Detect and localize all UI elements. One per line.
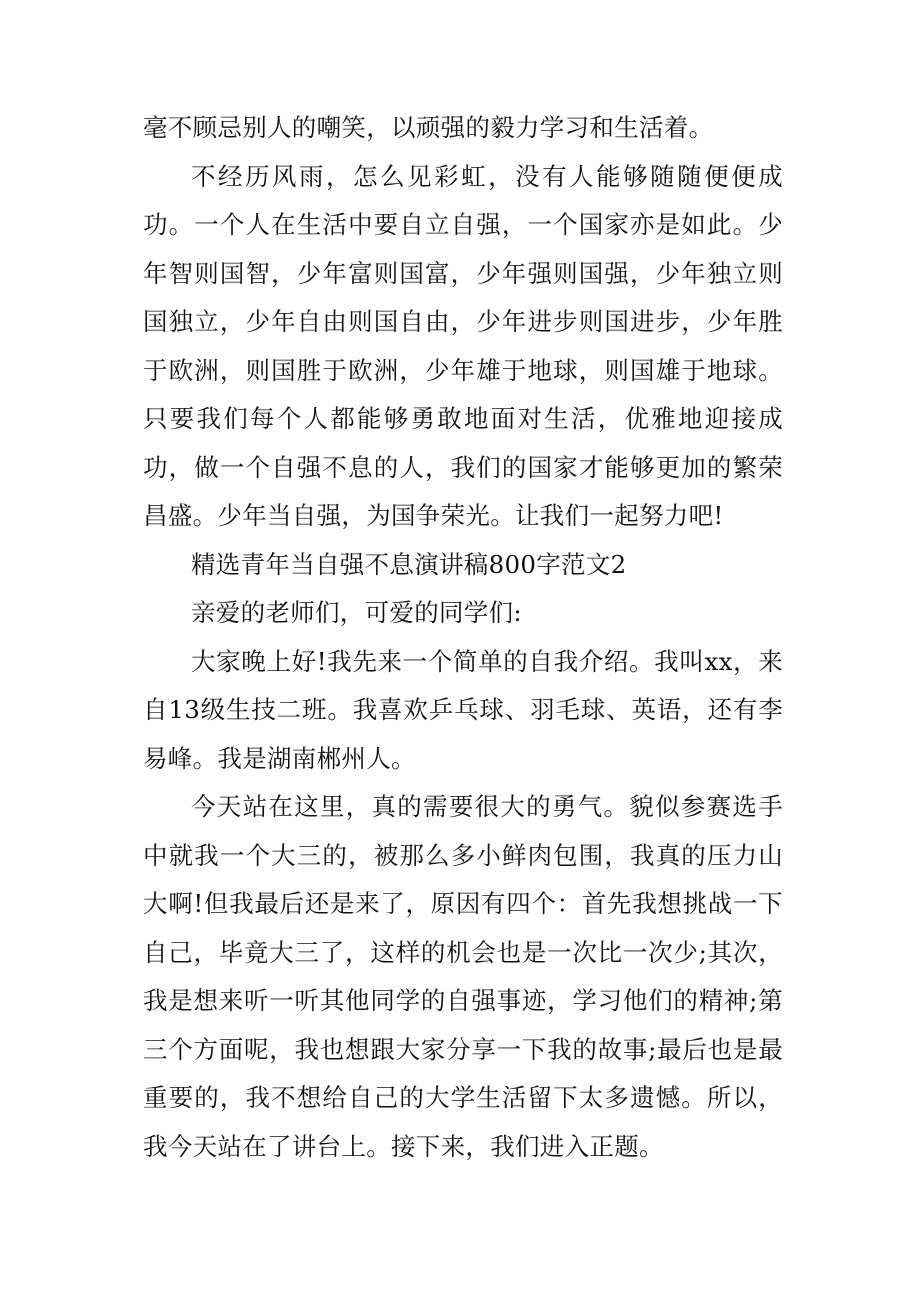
paragraph-self-reliance: 不经历风雨，怎么见彩虹，没有人能够随随便便成功。一个人在生活中要自立自强，一个国家亦是如此。少年智则国智，少年富则国富，少年强则国强，少年独立则国独立，少年自由则国自由，少年进步则国进步，少年胜于欧洲，则国胜于欧洲，少年雄于地球，则国雄于地球。只要我们每个人都能够勇敢地面对生活，优雅地迎接成功，做一个自强不息的人，我们的国家才能够更加的繁荣昌盛。少年当自强，为国争荣光。让我们一起努力吧!	[143, 161, 783, 530]
section-title: 精选青年当自强不息演讲稿800字范文2	[191, 549, 627, 579]
salutation: 亲爱的老师们，可爱的同学们:	[191, 598, 522, 627]
document-body	[143, 104, 783, 1171]
paragraph-continuation: 毫不顾忌别人的嘲笑，以顽强的毅力学习和生活着。	[143, 113, 714, 142]
paragraph-reasons: 今天站在这里，真的需要很大的勇气。貌似参赛选手中就我一个大三的，被那么多小鲜肉包围，我真的压力山大啊!但我最后还是来了，原因有四个：首先我想挑战一下自己，毕竟大三了，这样的机会也是一次比一次少;其次，我是想来听一听其他同学的自强事迹，学习他们的精神;第三个方面呢，我也想跟大家分享一下我的故事;最后也是最重要的，我不想给自己的大学生活留下太多遗憾。所以，我今天站在了讲台上。接下来，我们进入正题。	[143, 792, 783, 1161]
paragraph-introduction: 大家晚上好!我先来一个简单的自我介绍。我叫xx，来自13级生技二班。我喜欢乒乓球、羽毛球、英语，还有李易峰。我是湖南郴州人。	[143, 646, 783, 773]
